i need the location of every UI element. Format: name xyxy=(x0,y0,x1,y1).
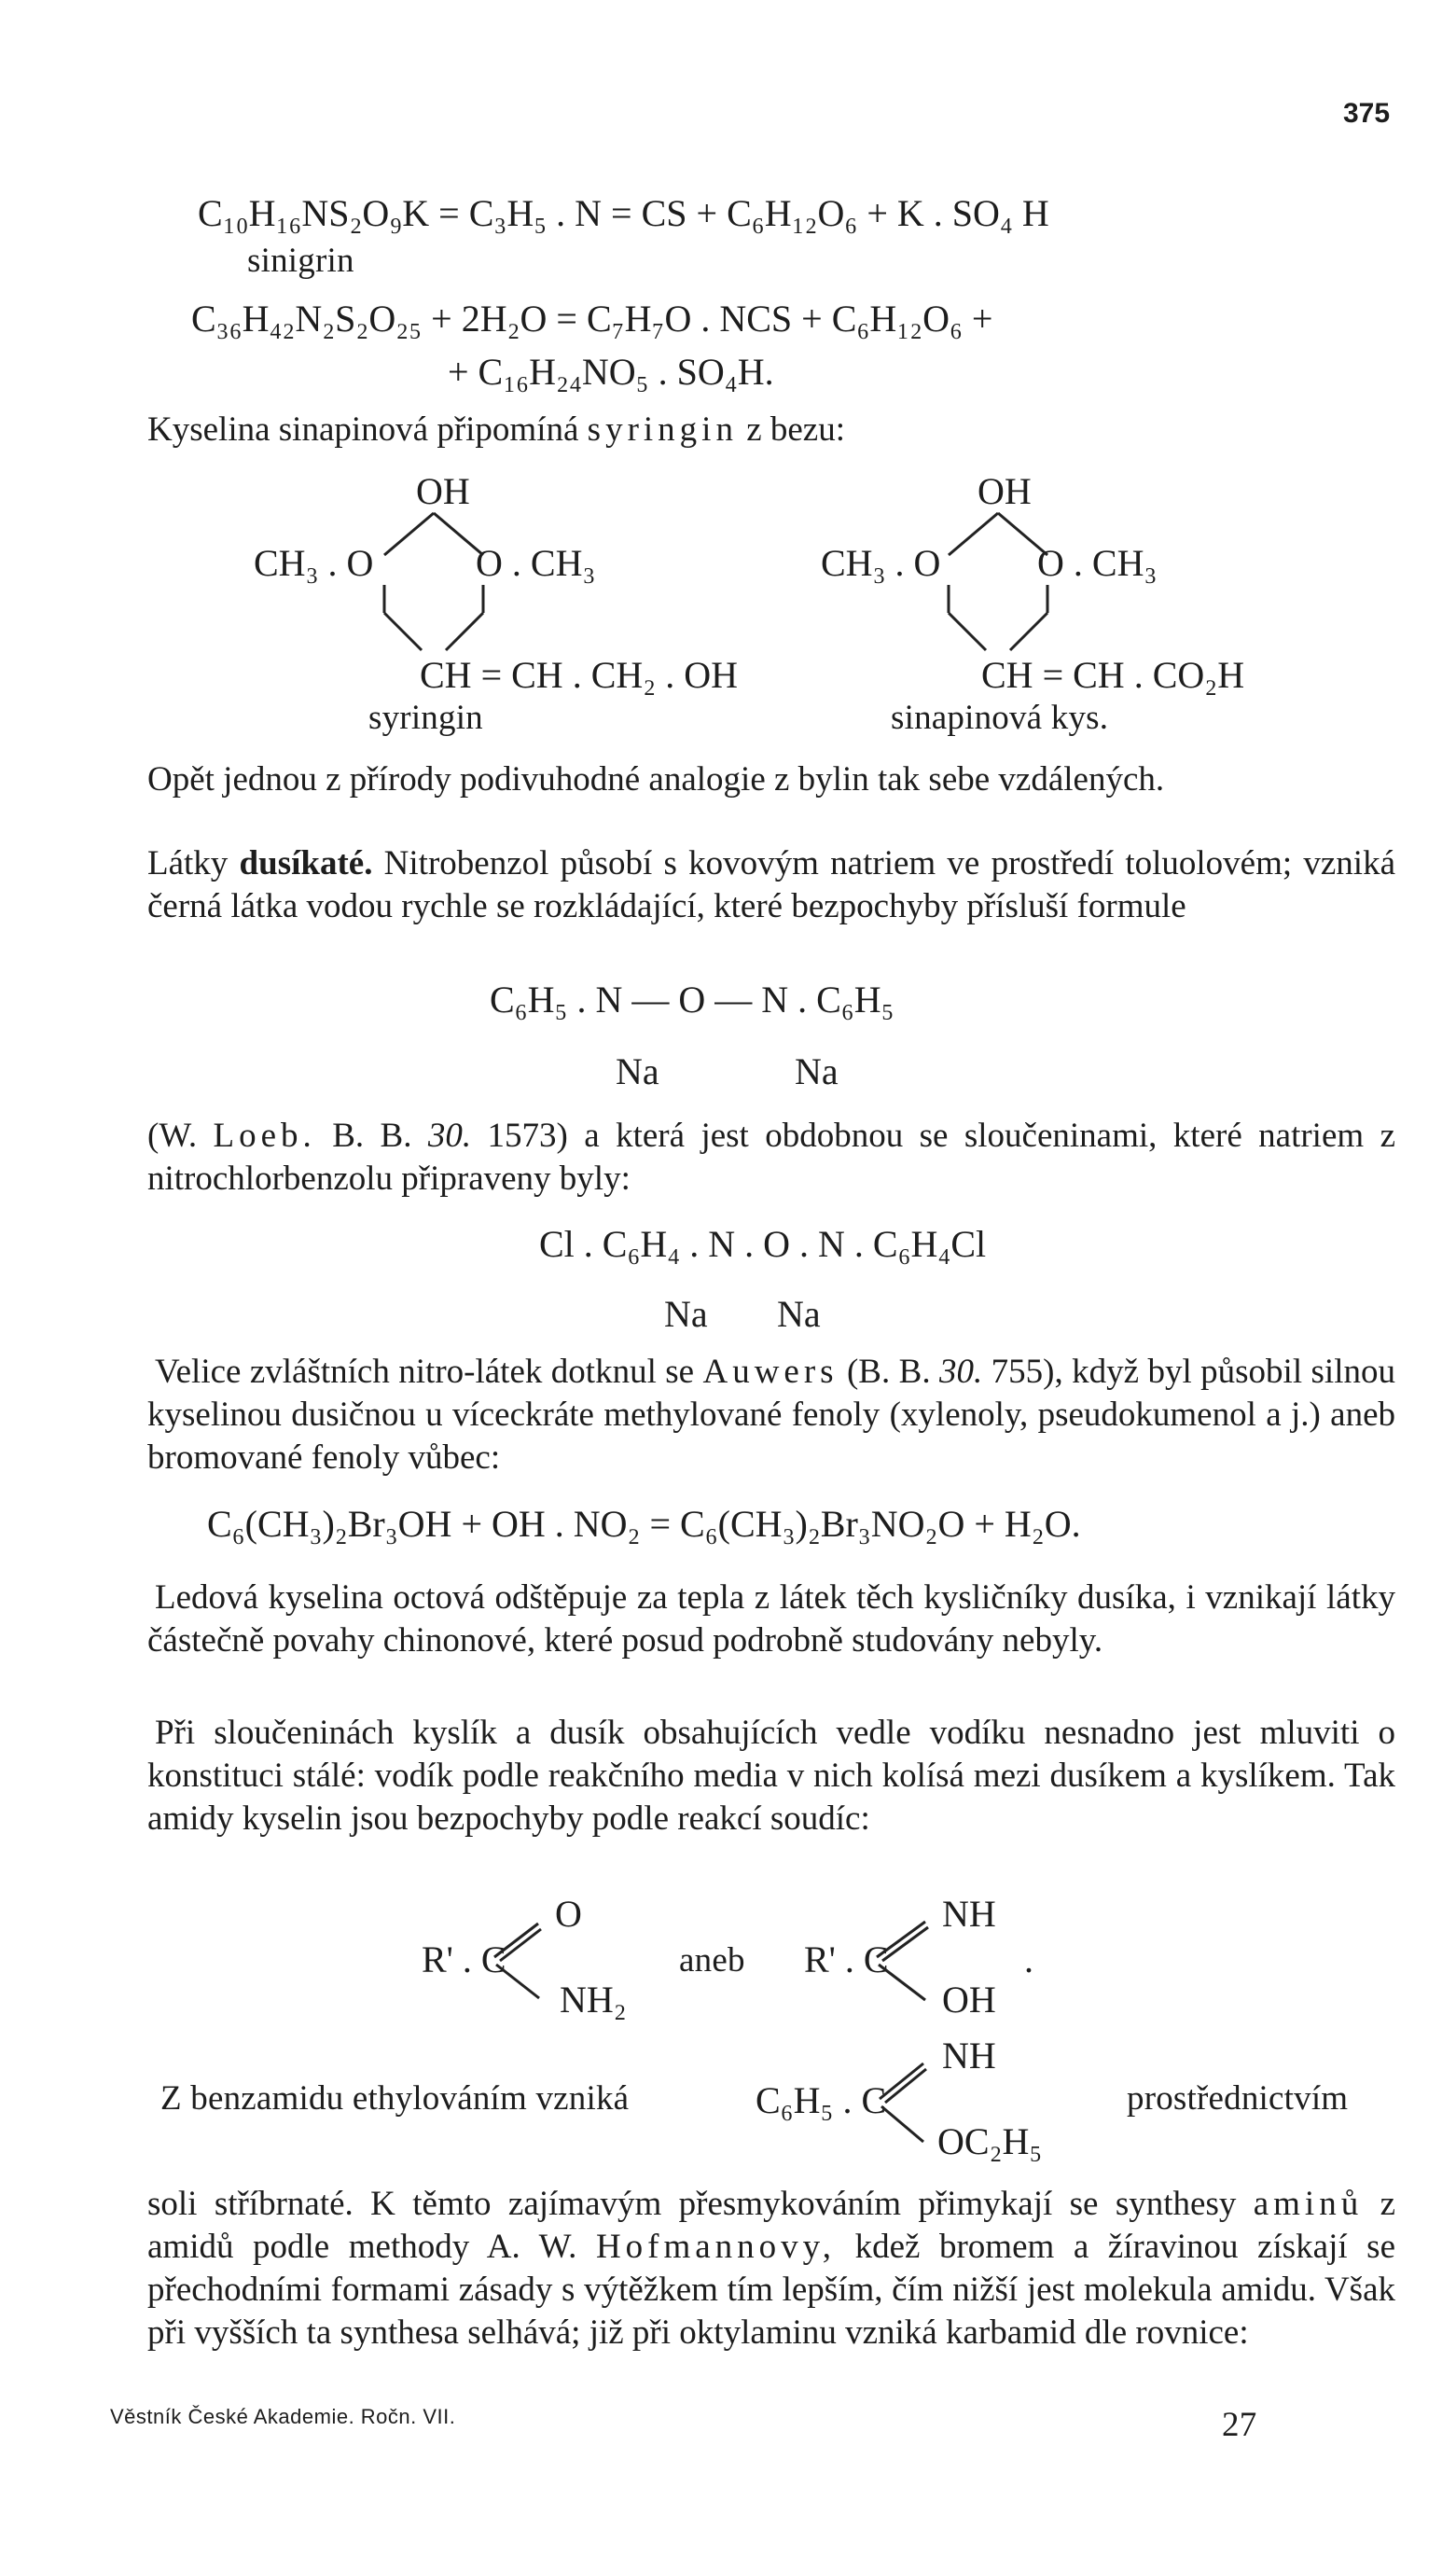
paragraph-latky-dusikate: Látky dusíkaté. Nitrobenzol působí s kovovým natriem ve prostředí toluolovém; vzniká černá látka vodou rychle se rozkládající, které bezpochyby přísluší formule xyxy=(147,844,1396,925)
paragraph-analogie: Opět jednou z přírody podivuhodné analogie z bylin tak sebe vzdálených. xyxy=(147,760,1165,799)
amide-bonds-2 xyxy=(869,1903,944,2015)
page-number: 375 xyxy=(1343,98,1391,129)
paragraph-konstituce: Při sloučeninách kyslík a dusík obsahujících vedle vodíku nesnadno jest mluviti o konstituci stálé: vodík podle reakčního media v nich kolísá mezi dusíkem a kyslíkem. Tak amidy kyselin jsou bezpochyby podle reakcí soudíc: xyxy=(147,1714,1395,1838)
sheet-signature: 27 xyxy=(1222,2406,1257,2444)
benzene-ring-sinapin xyxy=(933,508,1063,676)
paragraph-ledova-kyselina: Ledová kyselina octová odštěpuje za tepla z látek těch kysličníky dusíka, i vznikají látky částečně povahy chinonové, které posud podrobně studovány nebyly. xyxy=(147,1578,1395,1660)
amide-bonds-1 xyxy=(487,1903,552,2015)
equation-2-line1: C₃₆H₄₂N₂S₂O₂₅ + 2H₂O = C₇H₇O . NCS + C₆H₁₂O₆ + xyxy=(191,298,993,340)
imidoester-bonds xyxy=(872,2045,937,2157)
paragraph-hofmann: soli stříbrnaté. K těmto zajímavým přesmykováním přimykají se synthesy aminů z amidů podle methody A. W. Hofmannovy, kdež bromem a žíravinou získají se přechodními formami zásady s výtěžkem tím lepším, čím nižší jest molekula amidu. Však při vyšších ta synthesa selhává; již při oktylaminu vzniká karbamid dle rovnice: xyxy=(147,2185,1396,2352)
benzene-ring-syringin xyxy=(368,508,499,676)
paragraph-auwers: Velice zvláštních nitro-látek dotknul se Auwers (B. B. 30. 755), když byl působil silnou kyselinou dusičnou u víceckráte methylované fenoly (xylenoly, pseudokumenol a j.) aneb bromované fenoly vůbec: xyxy=(147,1353,1395,1477)
label-sinigrin: sinigrin xyxy=(247,242,354,280)
equation-bromfenol: C₆(CH₃)₂Br₃OH + OH . NO₂ = C₆(CH₃)₂Br₃NO₂O + H₂O. xyxy=(207,1503,1081,1545)
paragraph-loeb: (W. Loeb. B. B. 30. 1573) a která jest obdobnou se sloučeninami, které natriem z nitrochlorbenzolu připraveny byly: xyxy=(147,1117,1395,1198)
paragraph-syringin-intro: Kyselina sinapinová připomíná syringin z bezu: xyxy=(147,410,845,449)
equation-2-line2: + C₁₆H₂₄NO₅ . SO₄H. xyxy=(448,351,774,393)
footer-journal: Věstník České Akademie. Ročn. VII. xyxy=(110,2405,456,2428)
equation-sinigrin: C₁₀H₁₆NS₂O₉K = C₃H₅ . N = CS + C₆H₁₂O₆ + K . SO₄ H xyxy=(198,192,1049,234)
